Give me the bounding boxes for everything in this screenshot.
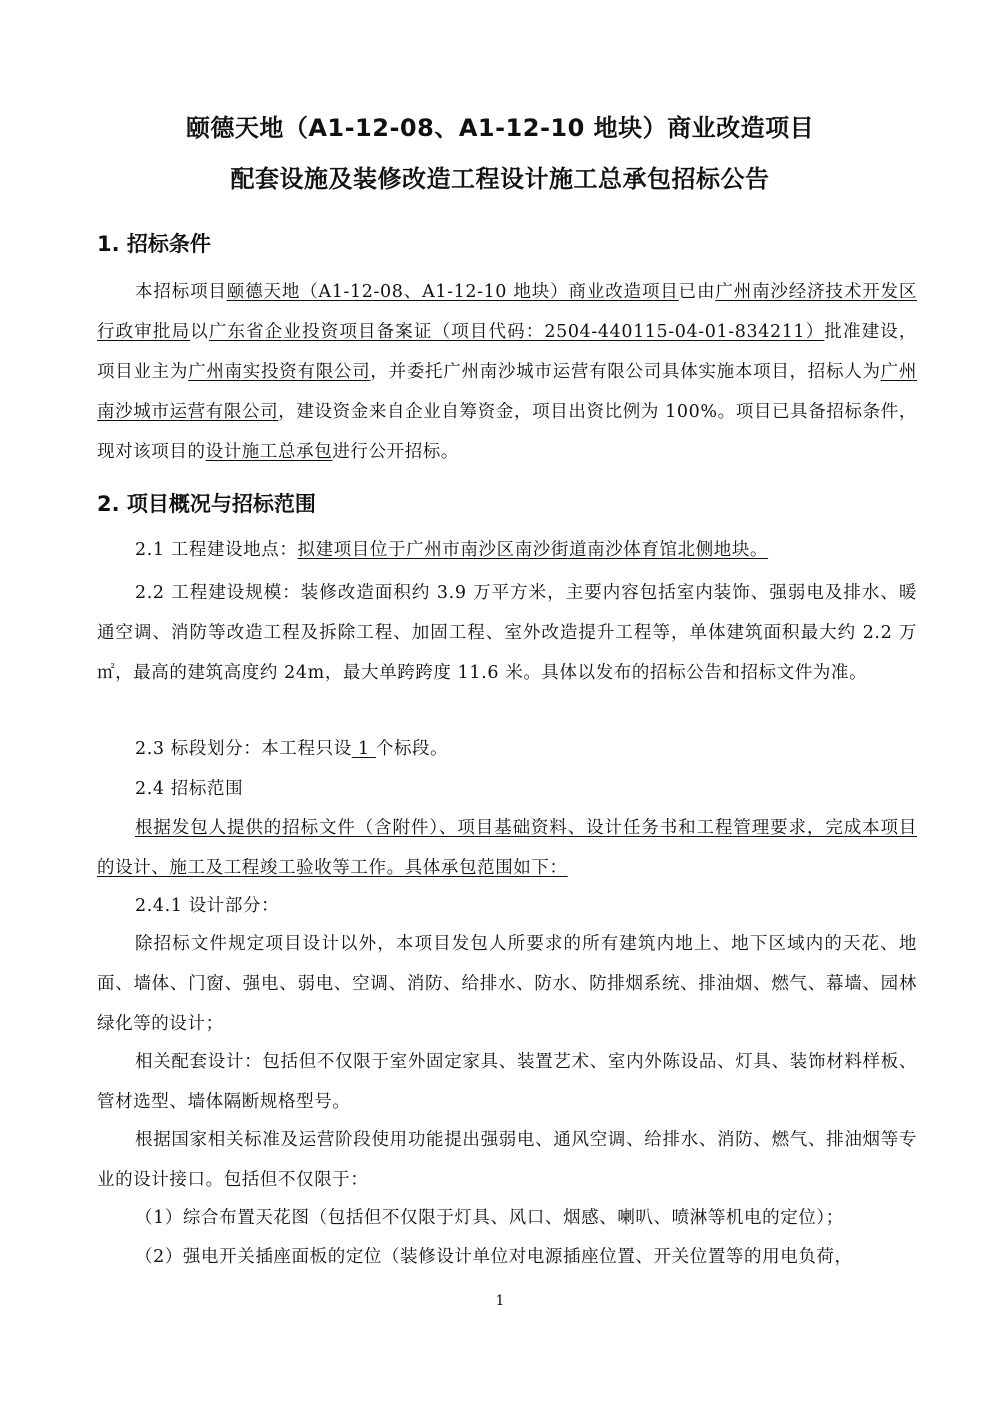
scope-text: 根据发包人提供的招标文件（含附件）、项目基础资料、设计任务书和工程管理要求，完成本项目的设计、施工及工程竣工验收等工作。具体承包范围如下： bbox=[97, 818, 917, 878]
project-name: 颐德天地（A1-12-08、A1-12-10 地块）商业改造项目 bbox=[226, 282, 679, 302]
section-2-heading: 2. 项目概况与招标范围 bbox=[97, 492, 316, 516]
section-2-4-1-label: 2.4.1 设计部分： bbox=[135, 896, 280, 916]
design-paragraph-3: 根据国家相关标准及运营阶段使用功能提出强弱电、通风空调、给排水、消防、燃气、排油烟等专业的设计接口。包括但不仅限于： bbox=[97, 1130, 917, 1190]
approver: 广州南沙经济技术开发区行政审批局 bbox=[97, 282, 918, 342]
section-1-heading: 1. 招标条件 bbox=[97, 232, 211, 256]
text: 进行公开招标。 bbox=[332, 442, 460, 462]
section-1-paragraph bbox=[97, 272, 917, 472]
section-2-4-text bbox=[97, 808, 917, 888]
page-title-line-1: 颐德天地（A1-12-08、A1-12-10 地块）商业改造项目 bbox=[185, 114, 815, 142]
list-item-2: （2）强电开关插座面板的定位（装修设计单位对电源插座位置、开关位置等的用电负荷， bbox=[135, 1247, 853, 1267]
text: 批准建设，项目业主为 bbox=[97, 322, 918, 382]
text: 2.3 标段划分：本工程只设 bbox=[135, 739, 352, 759]
lot-count: 1 bbox=[351, 739, 376, 759]
text: 本招标项目 bbox=[135, 282, 227, 302]
text: ，建设资金来自企业自筹资金，项目出资比例为 100%。项目已具备招标条件，现对该项目的 bbox=[97, 402, 917, 462]
tender-scope: 设计施工总承包 bbox=[205, 442, 333, 462]
location: 拟建项目位于广州市南沙区南沙街道南沙体育馆北侧地块。 bbox=[297, 540, 769, 560]
tenderer: 广州南沙城市运营有限公司 bbox=[97, 362, 917, 422]
text: 已由 bbox=[678, 282, 716, 302]
section-2-2: 2.2 工程建设规模：装修改造面积约 3.9 万平方米，主要内容包括室内装饰、强弱电及排水、暖通空调、消防等改造工程及拆除工程、加固工程、室外改造提升工程等，单体建筑面积最大约 2.2 万㎡，最高的建筑高度约 24m，最大单跨跨度 11.6 米。具体以发布的招标公告和招标文件为准。 bbox=[97, 583, 917, 683]
section-2-1 bbox=[97, 530, 917, 570]
section-2-3 bbox=[97, 729, 917, 769]
owner: 广州南实投资有限公司 bbox=[188, 362, 371, 382]
label: 2.1 工程建设地点： bbox=[135, 540, 298, 560]
design-paragraph-2: 相关配套设计：包括但不仅限于室外固定家具、装置艺术、室内外陈设品、灯具、装饰材料样板、管材选型、墙体隔断规格型号。 bbox=[97, 1052, 917, 1112]
section-2-4-label: 2.4 招标范围 bbox=[135, 779, 244, 799]
text: 个标段。 bbox=[375, 739, 449, 759]
certificate: 广东省企业投资项目备案证（项目代码：2504-440115-04-01-834211） bbox=[208, 322, 825, 342]
text: ，并委托广州南沙城市运营有限公司具体实施本项目，招标人为 bbox=[370, 362, 881, 382]
page-number: 1 bbox=[495, 1293, 505, 1309]
page-title-line-2: 配套设施及装修改造工程设计施工总承包招标公告 bbox=[230, 165, 770, 193]
text: 以 bbox=[190, 322, 209, 342]
list-item-1: （1）综合布置天花图（包括但不仅限于灯具、风口、烟感、喇叭、喷淋等机电的定位）； bbox=[135, 1208, 844, 1228]
design-paragraph-1: 除招标文件规定项目设计以外，本项目发包人所要求的所有建筑内地上、地下区域内的天花、地面、墙体、门窗、强电、弱电、空调、消防、给排水、防水、防排烟系统、排油烟、燃气、幕墙、园林绿化等的设计； bbox=[97, 934, 917, 1034]
